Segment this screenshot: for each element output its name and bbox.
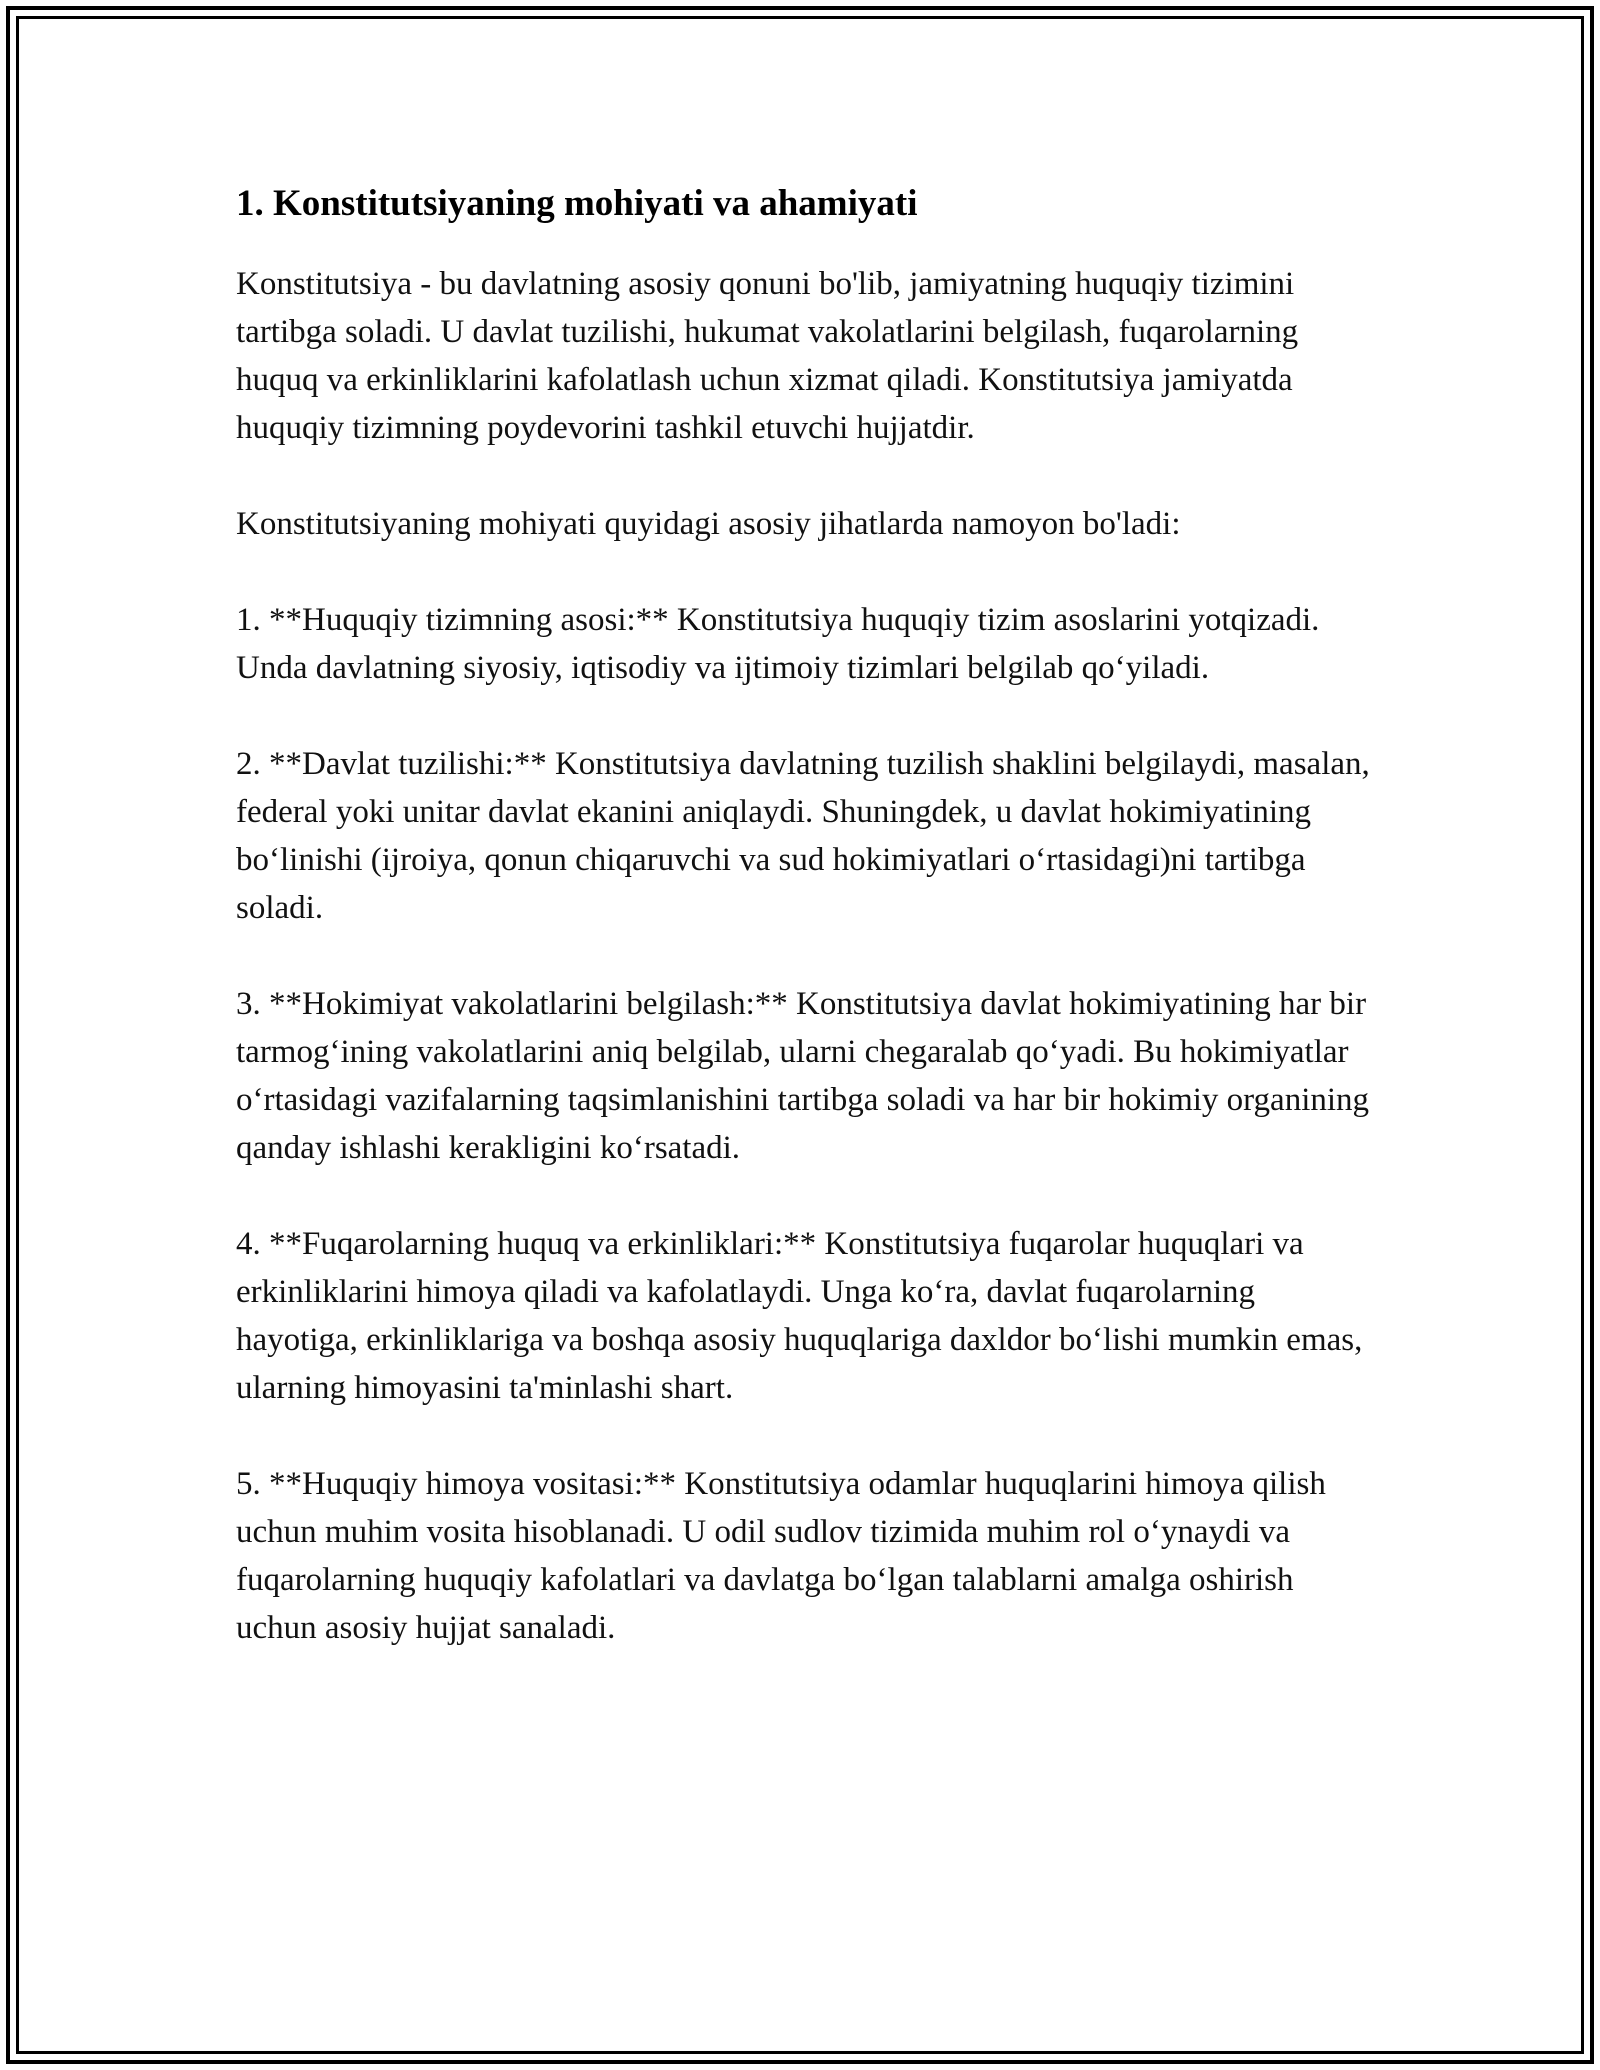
list-item-legal-protection: 5. **Huquqiy himoya vositasi:** Konstitutsiya odamlar huquqlarini himoya qilish uchun muhim vosita hisoblanadi. U odil sudlov tizimida muhim rol o‘ynaydi va fuqarolarning huquqiy kafolatlari va davlatga bo‘lgan talablarni amalga oshirish uchun asosiy hujjat sanaladi. [236,1466,1326,1646]
list-item-authority-powers: 3. **Hokimiyat vakolatlarini belgilash:** Konstitutsiya davlat hokimiyatining har bir tarmog‘ining vakolatlarini aniq belgilab, ularni chegaralab qo‘yadi. Bu hokimiyatlar o‘rtasidagi vazifalarning taqsimlanishini tartibga soladi va har bir hokimiy organining qanday ishlashi kerakligini ko‘rsatadi. [236,986,1370,1166]
document-body [236,180,1376,1700]
list-item-state-structure: 2. **Davlat tuzilishi:** Konstitutsiya davlatning tuzilish shaklini belgilaydi, masalan, federal yoki unitar davlat ekanini aniqlaydi. Shuningdek, u davlat hokimiyatining bo‘linishi (ijroiya, qonun chiqaruvchi va sud hokimiyatlari o‘rtasidagi)ni tartibga soladi. [236,746,1370,926]
page-title: 1. Konstitutsiyaning mohiyati va ahamiyati [236,183,918,224]
essence-lead-paragraph: Konstitutsiyaning mohiyati quyidagi asosiy jihatlarda namoyon bo'ladi: [236,506,1181,542]
list-item-citizen-rights: 4. **Fuqarolarning huquq va erkinliklari:** Konstitutsiya fuqarolar huquqlari va erkinliklarini himoya qiladi va kafolatlaydi. Unga ko‘ra, davlat fuqarolarning hayotiga, erkinliklariga va boshqa asosiy huquqlariga daxldor bo‘lishi mumkin emas, ularning himoyasini ta'minlashi shart. [236,1226,1363,1406]
intro-paragraph: Konstitutsiya - bu davlatning asosiy qonuni bo'lib, jamiyatning huquqiy tizimini tartibga soladi. U davlat tuzilishi, hukumat vakolatlarini belgilash, fuqarolarning huquq va erkinliklarini kafolatlash uchun xizmat qiladi. Konstitutsiya jamiyatda huquqiy tizimning poydevorini tashkil etuvchi hujjatdir. [236,266,1299,446]
list-item-legal-system: 1. **Huquqiy tizimning asosi:** Konstitutsiya huquqiy tizim asoslarini yotqizadi. Unda davlatning siyosiy, iqtisodiy va ijtimoiy tizimlari belgilab qo‘yiladi. [236,602,1320,686]
